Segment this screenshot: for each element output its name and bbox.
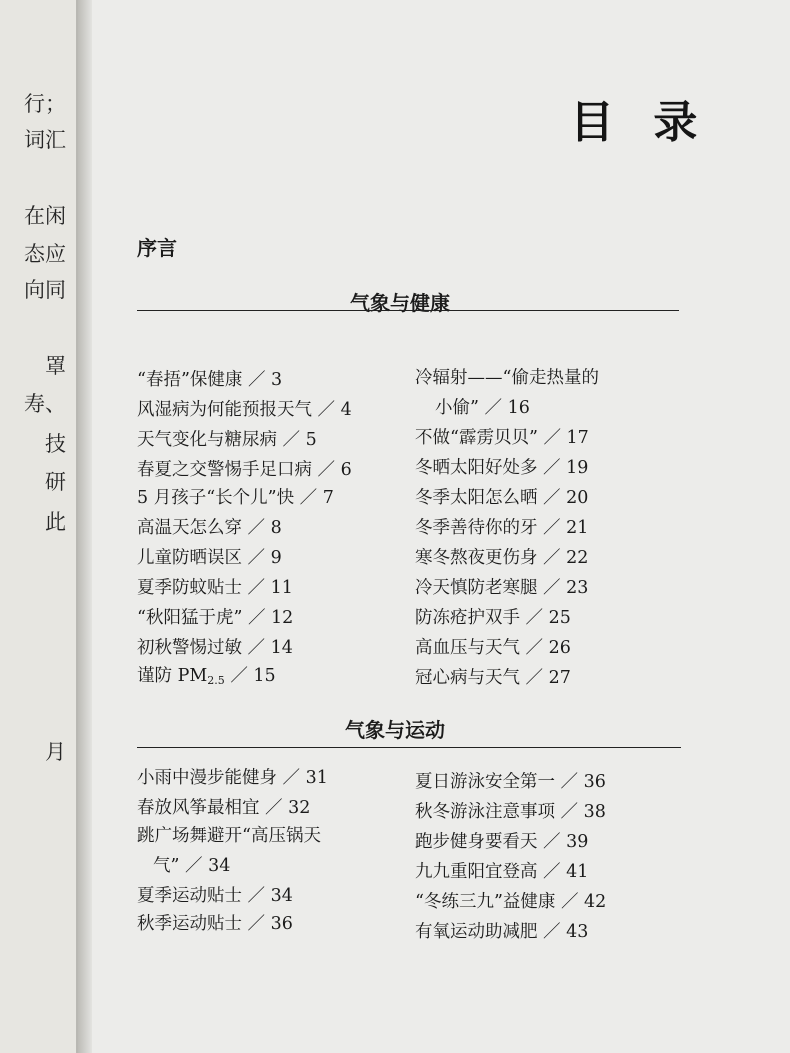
toc-entry-text: 谨防 PM	[137, 666, 208, 686]
toc-entry: 夏季防蚊贴士 ／ 11	[137, 578, 293, 598]
toc-entry: 冠心病与天气 ／ 27	[415, 668, 571, 688]
toc-entry	[137, 662, 276, 687]
toc-entry: 有氧运动助减肥 ／ 43	[415, 922, 589, 942]
toc-entry: 小雨中漫步能健身 ／ 31	[137, 768, 328, 788]
toc-entry: 秋冬游泳注意事项 ／ 38	[415, 802, 606, 822]
toc-entry: 不做“霹雳贝贝” ／ 17	[415, 428, 589, 448]
left-page-fragment: 态应	[24, 242, 66, 266]
toc-entry: 天气变化与糖尿病 ／ 5	[137, 430, 317, 450]
toc-entry: 气” ／ 34	[153, 856, 231, 876]
toc-entry: 冷辐射——“偷走热量的	[415, 368, 599, 388]
section-rule	[137, 310, 679, 311]
toc-entry: 5 月孩子“长个儿”快 ／ 7	[137, 488, 334, 508]
section-heading: 气象与健康	[350, 291, 450, 315]
left-page-fragment: 词汇	[24, 128, 66, 152]
toc-entry: 高温天怎么穿 ／ 8	[137, 518, 282, 538]
book-gutter	[78, 0, 92, 1053]
left-page-fragment: 罩	[45, 354, 66, 378]
section-heading: 气象与运动	[345, 718, 445, 742]
section-rule	[137, 747, 681, 748]
toc-entry: 小偷” ／ 16	[435, 398, 530, 418]
left-page-fragment: 此	[45, 510, 66, 534]
toc-entry: “秋阳猛于虎” ／ 12	[137, 608, 294, 628]
left-page-fragment: 技	[45, 432, 66, 456]
left-page-fragment: 月	[45, 740, 66, 764]
toc-entry: 冬季太阳怎么晒 ／ 20	[415, 488, 589, 508]
toc-entry: 冷天慎防老寒腿 ／ 23	[415, 578, 589, 598]
left-page-edge	[0, 0, 78, 1053]
toc-entry: 初秋警惕过敏 ／ 14	[137, 638, 293, 658]
toc-entry: 防冻疮护双手 ／ 25	[415, 608, 571, 628]
toc-entry: 夏日游泳安全第一 ／ 36	[415, 772, 606, 792]
toc-entry: 高血压与天气 ／ 26	[415, 638, 571, 658]
toc-entry: 春夏之交警惕手足口病 ／ 6	[137, 460, 352, 480]
toc-entry: “冬练三九”益健康 ／ 42	[415, 892, 607, 912]
toc-entry: 儿童防晒误区 ／ 9	[137, 548, 282, 568]
toc-entry: 跳广场舞避开“高压锅天	[137, 826, 321, 846]
toc-entry: 风湿病为何能预报天气 ／ 4	[137, 400, 352, 420]
toc-entry: 跑步健身要看天 ／ 39	[415, 832, 589, 852]
left-page-fragment: 研	[45, 470, 66, 494]
left-page-fragment: 向同	[24, 278, 66, 302]
left-page-fragment: 寿、	[24, 392, 66, 416]
toc-entry: 冬晒太阳好处多 ／ 19	[415, 458, 589, 478]
toc-entry: 秋季运动贴士 ／ 36	[137, 914, 293, 934]
toc-entry-subscript: 2.5	[207, 674, 225, 687]
toc-entry-page: ／ 15	[224, 666, 276, 686]
left-page-fragment: 行；	[24, 92, 66, 116]
toc-preface: 序言	[137, 236, 177, 260]
toc-entry: 夏季运动贴士 ／ 34	[137, 886, 293, 906]
page-title: 目 录	[570, 97, 710, 148]
toc-entry: “春捂”保健康 ／ 3	[137, 370, 283, 390]
left-page-fragment: 在闲	[24, 204, 66, 228]
toc-entry: 寒冬熬夜更伤身 ／ 22	[415, 548, 589, 568]
toc-entry: 春放风筝最相宜 ／ 32	[137, 798, 311, 818]
toc-entry: 九九重阳宜登高 ／ 41	[415, 862, 589, 882]
toc-entry: 冬季善待你的牙 ／ 21	[415, 518, 589, 538]
